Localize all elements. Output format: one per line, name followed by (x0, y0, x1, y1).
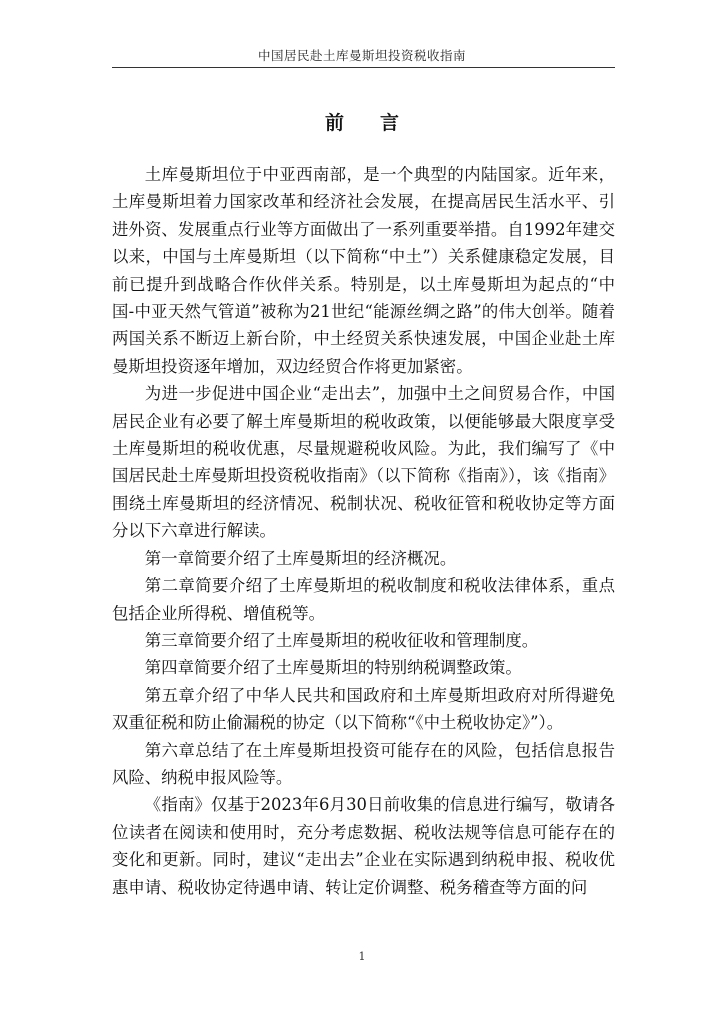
paragraph-chapter-2: 第二章简要介绍了土库曼斯坦的税收制度和税收法律体系，重点包括企业所得税、增值税等。 (112, 576, 615, 623)
paragraph-chapter-1: 第一章简要介绍了土库曼斯坦的经济概况。 (144, 548, 457, 568)
paragraph-intro: 土库曼斯坦位于中亚西南部，是一个典型的内陆国家。近年来，土库曼斯坦着力国家改革和经济社会发展，在提高居民生活水平、引进外资、发展重点行业等方面做出了一系列重要举措。自1992年建交以来，中国与土库曼斯坦（以下简称“中土”）关系健康稳定发展，目前已提升到战略合作伙伴关系。特别是，以土库曼斯坦为起点的“中国-中亚天然气管道”被称为21世纪“能源丝绸之路”的伟大创举。随着两国关系不断迈上新台阶，中土经贸关系快速发展，中国企业赴土库曼斯坦投资逐年增加，双边经贸合作将更加紧密。 (112, 165, 615, 376)
header-divider (112, 67, 615, 68)
paragraph-chapter-4: 第四章简要介绍了土库曼斯坦的特别纳税调整政策。 (144, 658, 522, 678)
page-title: 前言 (324, 112, 435, 134)
paragraph-chapter-3: 第三章简要介绍了土库曼斯坦的税收征收和管理制度。 (144, 630, 539, 650)
body-text (112, 161, 615, 901)
running-header: 中国居民赴土库曼斯坦投资税收指南 (257, 48, 466, 63)
paragraph-chapter-5: 第五章介绍了中华人民共和国政府和土库曼斯坦政府对所得避免双重征税和防止偷漏税的协定（以下简称“《中土税收协定》”）。 (112, 685, 615, 733)
paragraph-chapter-6: 第六章总结了在土库曼斯坦投资可能存在的风险，包括信息报告风险、纳税申报风险等。 (112, 740, 615, 787)
page-number: 1 (358, 950, 366, 963)
paragraph-disclaimer: 《指南》仅基于2023年6月30日前收集的信息进行编写，敬请各位读者在阅读和使用时，充分考虑数据、税收法规等信息可能存在的变化和更新。同时，建议“走出去”企业在实际遇到纳税申报、税收优惠申请、税收协定待遇申请、转让定价调整、税务稽查等方面的问 (112, 795, 615, 897)
paragraph-purpose: 为进一步促进中国企业“走出去”，加强中土之间贸易合作，中国居民企业有必要了解土库曼斯坦的税收政策，以便能够最大限度享受土库曼斯坦的税收优惠，尽量规避税收风险。为此，我们编写了《中国居民赴土库曼斯坦投资税收指南》（以下简称《指南》），该《指南》围绕土库曼斯坦的经济情况、税制状况、税收征管和税收协定等方面分以下六章进行解读。 (112, 384, 615, 541)
